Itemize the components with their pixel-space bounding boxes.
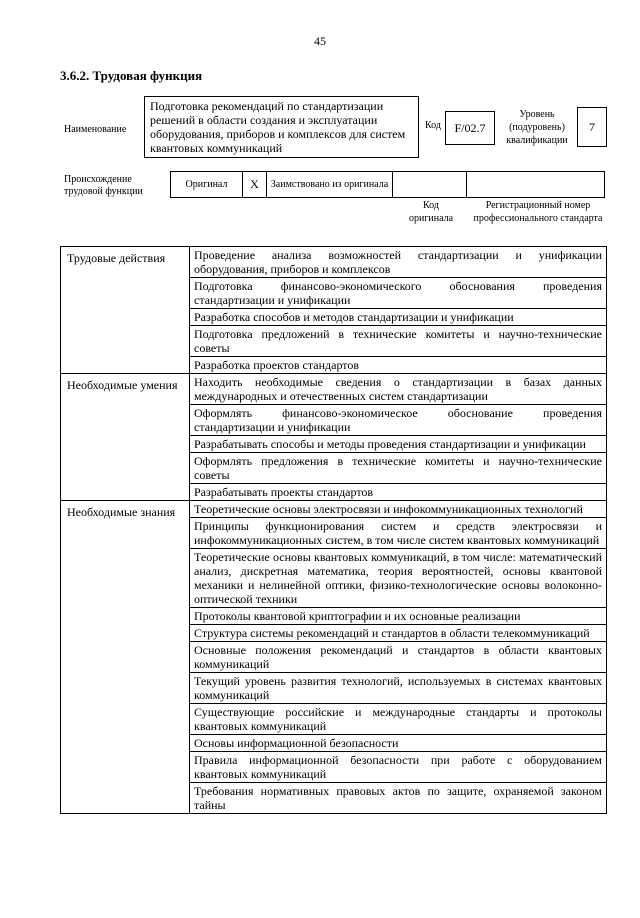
item-cell: Разработка способов и методов стандартизации и унификации xyxy=(190,309,607,326)
item-cell: Принципы функционирования систем и средств электросвязи и инфокоммуникационных систем, в том числе систем квантовых коммуникаций xyxy=(190,518,607,549)
origin-code-cell xyxy=(393,172,467,198)
code-value: F/02.7 xyxy=(445,111,495,145)
item-cell: Разрабатывать способы и методы проведения стандартизации и унификации xyxy=(190,436,607,453)
origin-mark: X xyxy=(243,172,267,198)
origin-code-caption: Код оригинала xyxy=(408,200,454,224)
category-cell: Необходимые знания xyxy=(61,501,190,814)
item-cell: Оформлять предложения в технические комитеты и научно-технические советы xyxy=(190,453,607,484)
item-cell: Разрабатывать проекты стандартов xyxy=(190,484,607,501)
item-cell: Разработка проектов стандартов xyxy=(190,357,607,374)
origin-borrowed: Заимствовано из оригинала xyxy=(267,172,393,198)
code-label: Код xyxy=(425,120,441,131)
origin-reg-cell xyxy=(467,172,605,198)
item-cell: Оформлять финансово-экономическое обоснование проведения стандартизации и унификации xyxy=(190,405,607,436)
qualification-level-value: 7 xyxy=(577,107,607,147)
name-value: Подготовка рекомендаций по стандартизации решений в области создания и эксплуатации оборудования, приборов и комплексов для систем квантовых коммуникаций xyxy=(144,96,419,158)
item-cell: Теоретические основы электросвязи и инфокоммуникационных технологий xyxy=(190,501,607,518)
table-row xyxy=(61,374,607,405)
qualification-level-label: Уровень (подуровень) квалификации xyxy=(506,109,568,146)
labor-function-table xyxy=(60,246,607,814)
item-cell: Подготовка финансово-экономического обоснования проведения стандартизации и унификации xyxy=(190,278,607,309)
origin-label xyxy=(64,174,164,198)
table-row xyxy=(61,501,607,518)
item-cell: Основные положения рекомендаций и стандартов в области квантовых коммуникаций xyxy=(190,642,607,673)
origin-label-text: Происхождение трудовой функции xyxy=(64,174,143,197)
item-cell: Структура системы рекомендаций и стандартов в области телекоммуникаций xyxy=(190,625,607,642)
category-cell: Необходимые умения xyxy=(61,374,190,501)
item-cell: Требования нормативных правовых актов по защите, охраняемой законом тайны xyxy=(190,783,607,814)
origin-table xyxy=(170,171,605,198)
item-cell: Основы информационной безопасности xyxy=(190,735,607,752)
category-cell: Трудовые действия xyxy=(61,247,190,374)
item-cell: Текущий уровень развития технологий, используемых в системах квантовых коммуникаций xyxy=(190,673,607,704)
item-cell: Протоколы квантовой криптографии и их основные реализации xyxy=(190,608,607,625)
origin-original: Оригинал xyxy=(171,172,243,198)
section-heading: 3.6.2. Трудовая функция xyxy=(60,68,203,83)
item-cell: Находить необходимые сведения о стандартизации в базах данных международных и отечественных систем стандартизации xyxy=(190,374,607,405)
item-cell: Правила информационной безопасности при работе с оборудованием квантовых коммуникаций xyxy=(190,752,607,783)
item-cell: Теоретические основы квантовых коммуникаций, в том числе: математический анализ, дискретная математика, теория вероятностей, основы квантовой механики и нелинейной оптики, физико-технологические основы волоконно-оптической техники xyxy=(190,549,607,608)
item-cell: Подготовка предложений в технические комитеты и научно-технические советы xyxy=(190,326,607,357)
item-cell: Существующие российские и международные стандарты и протоколы квантовых коммуникаций xyxy=(190,704,607,735)
item-cell: Проведение анализа возможностей стандартизации и унификации оборудования, приборов и комплексов xyxy=(190,247,607,278)
table-row xyxy=(61,247,607,278)
name-label: Наименование xyxy=(64,124,127,135)
page-number: 45 xyxy=(314,34,326,48)
origin-reg-caption: Регистрационный номер профессионального стандарта xyxy=(473,200,603,224)
